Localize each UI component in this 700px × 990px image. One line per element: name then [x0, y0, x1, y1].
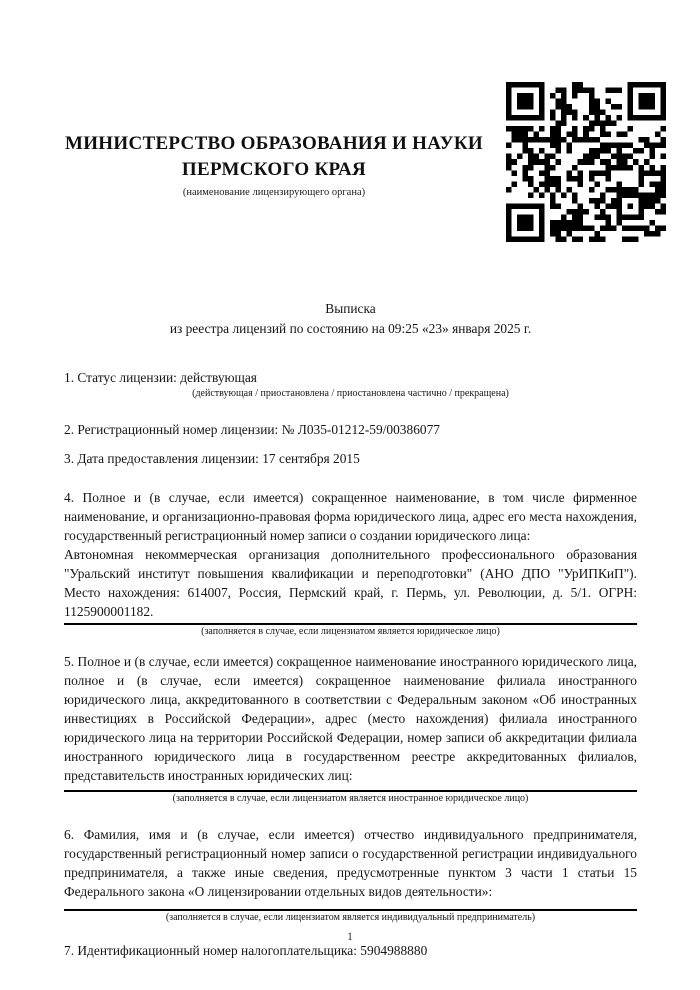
- document-title: [64, 299, 637, 338]
- item-foreign-entity-caption: (заполняется в случае, если лицензиатом является иностранное юридическое лицо): [172, 793, 529, 804]
- ministry-name-line2: ПЕРМСКОГО КРАЯ: [181, 159, 367, 180]
- item-legal-entity: [64, 488, 637, 638]
- document-body: [64, 368, 637, 960]
- document-title-line2: из реестра лицензий по состоянию на 09:25 «23» января 2025 г.: [169, 320, 532, 336]
- item-grant-date: 3. Дата предоставления лицензии: 17 сентября 2015: [64, 451, 360, 466]
- item-individual-entrepreneur-caption: (заполняется в случае, если лицензиатом является индивидуальный предприниматель): [165, 912, 536, 923]
- item-foreign-entity-label: 5. Полное и (в случае, если имеется) сокращенное наименование иностранного юридического лица, полное и (в случае, если имеется) сокращенное наименование филиала иностранного юридического лица, аккредитованного в соответствии с Федеральным законом «Об иностранных инвестициях в Российской Федерации», адрес (место нахождения) филиала иностранного юридического лица на территории Российской Федерации, номер записи об аккредитации филиала иностранного юридического лица в государственном реестре аккредитованных филиалов, представительств иностранных юридических лиц:: [64, 654, 637, 783]
- item-individual-entrepreneur: [64, 825, 637, 924]
- item-individual-entrepreneur-label: 6. Фамилия, имя и (в случае, если имеется) отчество индивидуального предпринимателя, государственный регистрационный номер записи о государственной регистрации индивидуального предпринимателя, а также иные сведения, предусмотренные пунктом 3 части 1 статьи 15 Федерального закона «О лицензировании отдельных видов деятельности»:: [64, 827, 637, 899]
- qr-code-icon: [506, 82, 666, 242]
- ministry-caption: (наименование лицензирующего органа): [182, 187, 366, 198]
- ministry-name-line1: МИНИСТЕРСТВО ОБРАЗОВАНИЯ И НАУКИ: [64, 133, 484, 154]
- item-legal-entity-value: Автономная некоммерческая организация дополнительного профессионального образования "Уральский институт повышения квалификации и переподготовки" (АНО ДПО "УрИПКиП"). Место нахождения: 614007, Россия, Пермский край, г. Пермь, ул. Революции, д. 5/1. ОГРН: 1125900001182.: [64, 547, 637, 619]
- ministry-name: [58, 131, 490, 183]
- document-title-line1: Выписка: [325, 301, 376, 316]
- item-license-status: [64, 368, 637, 400]
- item-registration-number: 2. Регистрационный номер лицензии: № Л035-01212-59/00386077: [64, 422, 440, 437]
- item-license-status-text: 1. Статус лицензии: действующая: [64, 370, 257, 385]
- item-legal-entity-label: 4. Полное и (в случае, если имеется) сокращенное наименование, в том числе фирменное наименование, и организационно-правовая форма юридического лица, адрес его места нахождения, государственный регистрационный номер записи о создании юридического лица:: [64, 490, 637, 543]
- item-legal-entity-caption: (заполняется в случае, если лицензиатом является юридическое лицо): [201, 626, 500, 637]
- page-number: 1: [347, 929, 353, 943]
- licensing-authority-block: [58, 131, 490, 199]
- item-license-status-caption: (действующая / приостановлена / приостановлена частично / прекращена): [192, 388, 509, 399]
- item-foreign-entity: [64, 652, 637, 805]
- item-taxpayer-number: 7. Идентификационный номер налогоплательщика: 5904988880: [64, 943, 428, 958]
